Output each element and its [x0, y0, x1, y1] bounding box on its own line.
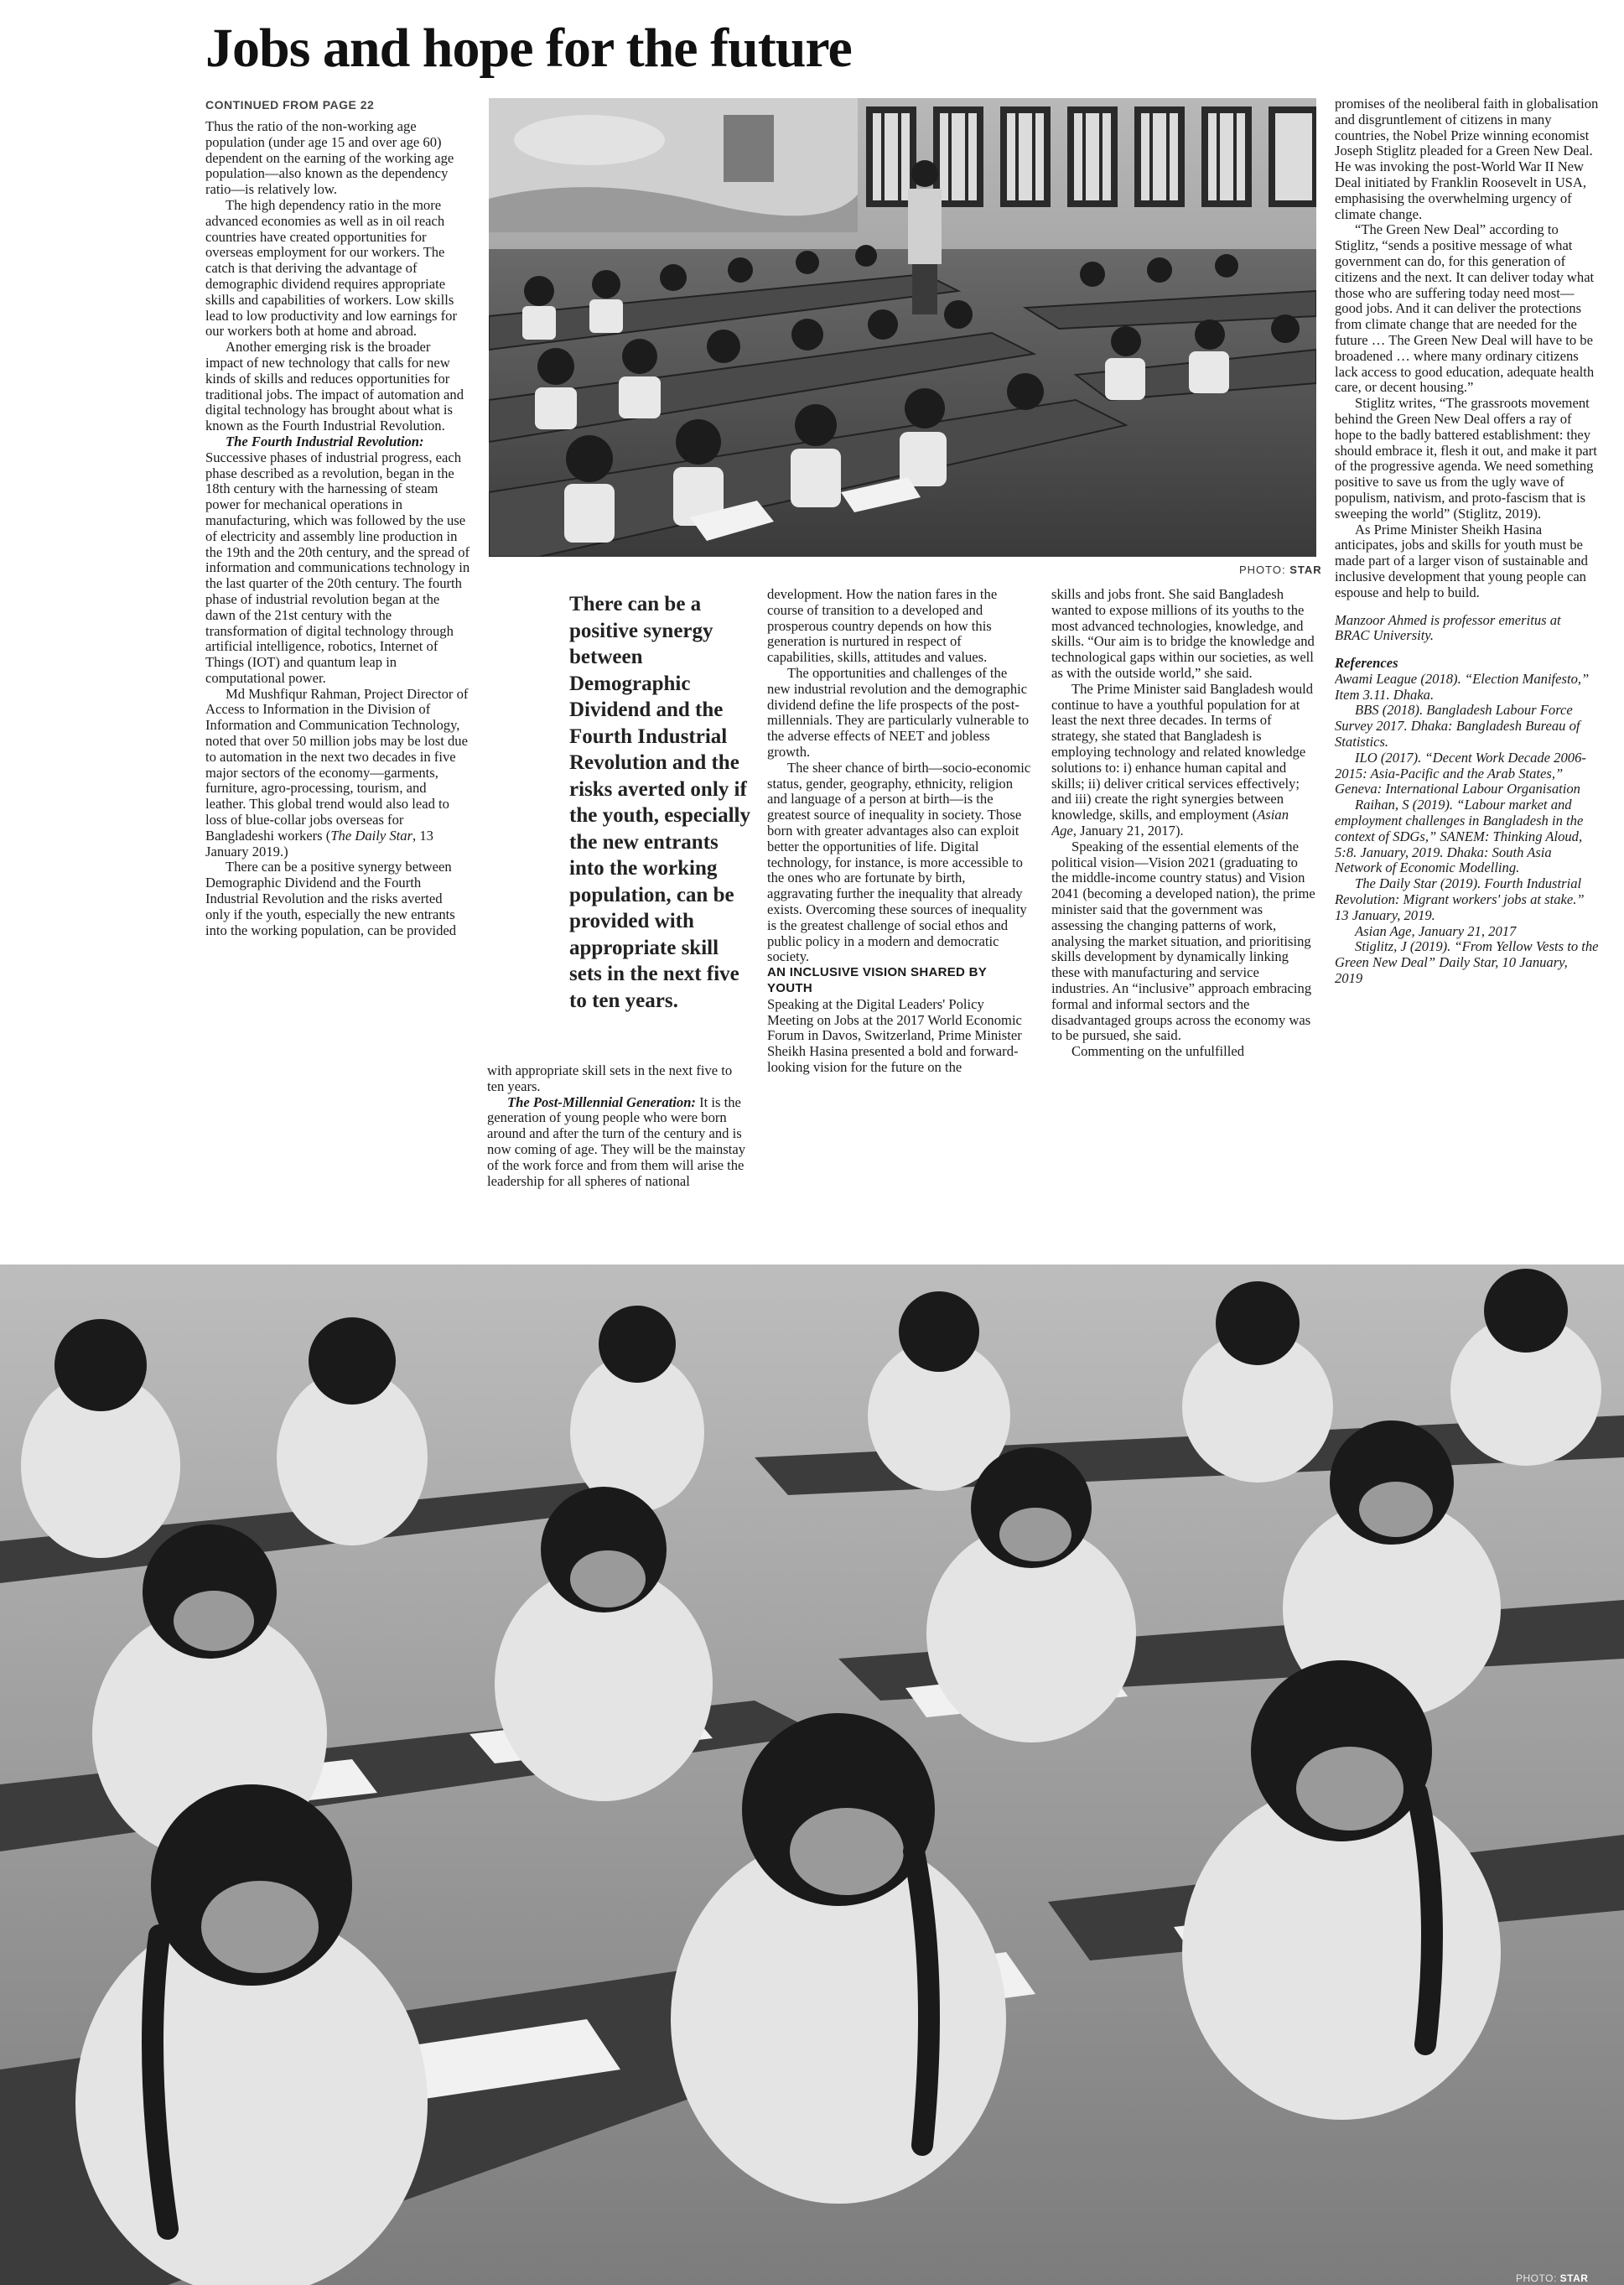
col1-subhead-4ir: The Fourth Industrial Revolution:: [226, 433, 424, 449]
author-bio: Manzoor Ahmed is professor emeritus at BRAC University.: [1335, 611, 1561, 644]
col2-paragraph-2-text: It is the generation of young people who were born around and after the turn of the century and is now coming of age. They will be the mainstay of the work force and from them will arise the leadership for all spheres of national: [487, 1093, 745, 1189]
col1-paragraph-5-text: Md Mushfiqur Rahman, Project Director of Access to Information in the Division of Information and Communication Technology, noted that over 50 million jobs may be lost due to automation in the next two decades in five major sectors of the economy—garments, furniture, agro-processing, tourism, and leather. This global trend would also lead to loss of blue-collar jobs overseas for Bangladeshi workers (: [205, 685, 469, 844]
photo1-credit: [1239, 563, 1322, 576]
col1-paragraph-5-end: , 13 January 2019.): [205, 827, 433, 859]
col5-paragraph-4: As Prime Minister Sheikh Hasina anticipates, jobs and skills for youth must be made part of a larger vison of sustainable and inclusive development that young people can espouse and help to build.: [1335, 521, 1588, 600]
column-2: [487, 1063, 749, 1231]
column-3: [767, 587, 1031, 1233]
photo2-credit: [1516, 2272, 1588, 2284]
col5-paragraph-3: Stiglitz writes, “The grassroots movement behind the Green New Deal offers a ray of hope to the badly battered establishment: they should embrace it, flesh it out, and make it part of the progressive agenda. We need something positive to save us from the ugly wave of populism, nativism, and proto-fascism that is sweeping the world” (Stiglitz, 2019).: [1335, 395, 1597, 522]
classroom-photo: [489, 98, 1316, 557]
col4-paragraph-3: Speaking of the essential elements of the political vision—Vision 2021 (graduating to the middle-income country status) and Vision 2041 (becoming a developed nation), the prime minister said that the government was assessing the changing patterns of work, analysing the market situation, and prioritising skills development by dynamically linking these with manufacturing and service industries. An “inclusive” approach embracing formal and informal sectors and the disadvantaged groups across the economy was to be pursued, she said.: [1051, 838, 1315, 1044]
classroom-photo-graphic: [489, 98, 1316, 557]
column-4: [1051, 587, 1315, 1233]
pull-quote: There can be a positive synergy between Demographic Dividend and the Fourth Industrial Revolution and the risks averted only if the youth, especially the new entrants into the working population, can be provided with appropriate skill sets in the next five to ten years.: [569, 593, 750, 1012]
col1-paragraph-5: [205, 687, 470, 860]
reference-item: ILO (2017). “Decent Work Decade 2006-2015: Asia-Pacific and the Arab States,” Geneva: International Labour Organisation: [1335, 749, 1586, 797]
col2-paragraph-2: [487, 1095, 749, 1190]
reference-item: The Daily Star (2019). Fourth Industrial Revolution: Migrant workers' jobs at stake.” 13 January, 2019.: [1335, 875, 1585, 923]
col3-paragraph-1: development. How the nation fares in the course of transition to a developed and prosperous country depends on how this generation is nurtured in respect of capabilities, skills, attitudes and values.: [767, 587, 998, 666]
continued-label: CONTINUED FROM PAGE 22: [205, 98, 375, 112]
col2-subhead-post-millennial: The Post-Millennial Generation:: [507, 1093, 696, 1110]
col4-paragraph-2-text: The Prime Minister said Bangladesh would continue to have a youthful population for at least the next three decades. In terms of strategy, she stated that Bangladesh is employing technology and related knowledge solutions to: i) enhance human capital and skills; ii) deliver critical services effectively; and iii) create the right synergies between knowledge, skills, and employment (: [1051, 680, 1314, 823]
photo2-credit-name: STAR: [1559, 2272, 1589, 2284]
col1-paragraph-1: Thus the ratio of the non-working age population (under age 15 and over age 60) dependent on the earning of the working age population—also known as the dependency ratio—is relatively low.: [205, 119, 454, 198]
exam-hall-photo: [0, 1265, 1624, 2285]
col3-paragraph-3: The sheer chance of birth—socio-economic status, gender, geography, ethnicity, religion and language of a person at birth—is the greatest source of inequality in society. Those born with greater advantages also can exploit better the opportunities of life. Digital technology, for instance, is more accessible to the ones who are fortunate by birth, aggravating further the inequality that already exists. Overcoming these sources of inequality is the greatest challenge of social ethos and public policy in a modern and democratic society.: [767, 759, 1031, 965]
col4-paragraph-2-source: Asian Age: [1051, 807, 1289, 839]
reference-item: Asian Age, January 21, 2017: [1355, 922, 1517, 939]
col1-paragraph-3: Another emerging risk is the broader impact of new technology that calls for new kinds of skills and reduces opportunities for traditional jobs. The impact of automation and digital technology has brought about what is known as the Fourth Industrial Revolution.: [205, 339, 464, 434]
photo1-credit-name: STAR: [1289, 563, 1322, 576]
col1-paragraph-4-text: Successive phases of industrial progress, each phase described as a revolution, began in the 18th century with the harnessing of steam power for mechanical operations in manufacturing, which was followed by the use of electricity and assembly line production in the 19th and the 20th century, and the spread of information and communications technology in the last quarter of the 20th century. The fourth phase of industrial revolution began at the dawn of the 21st century with the transformation of digital technology through artificial intelligence, robotics, Internet of Things (IOT) and quantum leap in computational power.: [205, 449, 470, 686]
col4-paragraph-2-end: , January 21, 2017).: [1072, 822, 1184, 839]
col4-paragraph-4: Commenting on the unfulfilled: [1071, 1043, 1245, 1060]
photo2-credit-prefix: PHOTO:: [1516, 2272, 1557, 2284]
column-1: [205, 119, 470, 1226]
col1-paragraph-4: [205, 434, 470, 687]
reference-item: Stiglitz, J (2019). “From Yellow Vests to the Green New Deal” Daily Star, 10 January, 2019: [1335, 938, 1599, 987]
reference-item: Raihan, S (2019). “Labour market and employment challenges in Bangladesh in the context of SDGs,” SANEM: Thinking Aloud, 5:8. January, 2019. Dhaka: South Asia Network of Economic Modelling.: [1335, 797, 1584, 876]
col1-paragraph-6: There can be a positive synergy between Demographic Dividend and the Fourth Industrial Revolution and the risks averted only if the youth, especially the new entrants into the working population, can be provided: [205, 859, 457, 938]
reference-item: Awami League (2018). “Election Manifesto,” Item 3.11. Dhaka.: [1335, 670, 1590, 703]
col5-paragraph-1: promises of the neoliberal faith in globalisation and disgruntlement of citizens in many countries, the Nobel Prize winning economist Joseph Stiglitz pleaded for a Green New Deal. He was invoking the post-World War II New Deal initiated by Franklin Roosevelt in USA, emphasising the overwhelming urgency of climate change.: [1335, 96, 1599, 222]
col2-paragraph-1: with appropriate skill sets in the next five to ten years.: [487, 1063, 733, 1094]
col3-paragraph-4: Speaking at the Digital Leaders' Policy Meeting on Jobs at the 2017 World Economic Forum in Davos, Switzerland, Prime Minister Sheikh Hasina presented a bold and forward-looking vision for the future on the: [767, 995, 1022, 1075]
col1-paragraph-2: The high dependency ratio in the more advanced economies as well as in oil reach countries have created opportunities for overseas employment for our workers. The catch is that deriving the advantage of demographic dividend requires appropriate skills and capabilities of workers. Low skills lead to low productivity and low earnings for our workers both at home and abroad.: [205, 196, 458, 340]
references-heading: References: [1335, 655, 1398, 672]
col5-paragraph-2: “The Green New Deal” according to Stiglitz, “sends a positive message of what government can do, for this generation of citizens and the next. It can deliver today what those who are suffering today need most—good jobs. And it can deliver the protections from climate change that are needed for the future … The Green New Deal will have to be broadened … where many ordinary citizens lack access to good education, adequate health care, or decent housing.”: [1335, 221, 1595, 396]
col3-paragraph-2: The opportunities and challenges of the new industrial revolution and the demographic dividend define the life prospects of the post-millennials. They are particularly vulnerable to the adverse effects of NEET and jobless growth.: [767, 664, 1030, 760]
col1-paragraph-5-source: The Daily Star: [330, 827, 413, 844]
column-5: [1335, 96, 1599, 1237]
photo1-credit-prefix: PHOTO:: [1239, 563, 1286, 576]
headline: Jobs and hope for the future: [205, 18, 852, 79]
col4-paragraph-1: skills and jobs front. She said Bangladesh wanted to expose millions of its youths to the most advanced technologies, knowledge, and skills. “Our aim is to bridge the knowledge and technological gaps within our societies, as well as with the outside world,” she said.: [1051, 587, 1315, 681]
col4-paragraph-2: [1051, 682, 1315, 839]
reference-item: BBS (2018). Bangladesh Labour Force Survey 2017. Dhaka: Bangladesh Bureau of Statistics.: [1335, 702, 1580, 750]
exam-hall-photo-graphic: [0, 1265, 1624, 2285]
col3-subhead-inclusive-vision: AN INCLUSIVE VISION SHARED BY YOUTH: [767, 965, 987, 995]
